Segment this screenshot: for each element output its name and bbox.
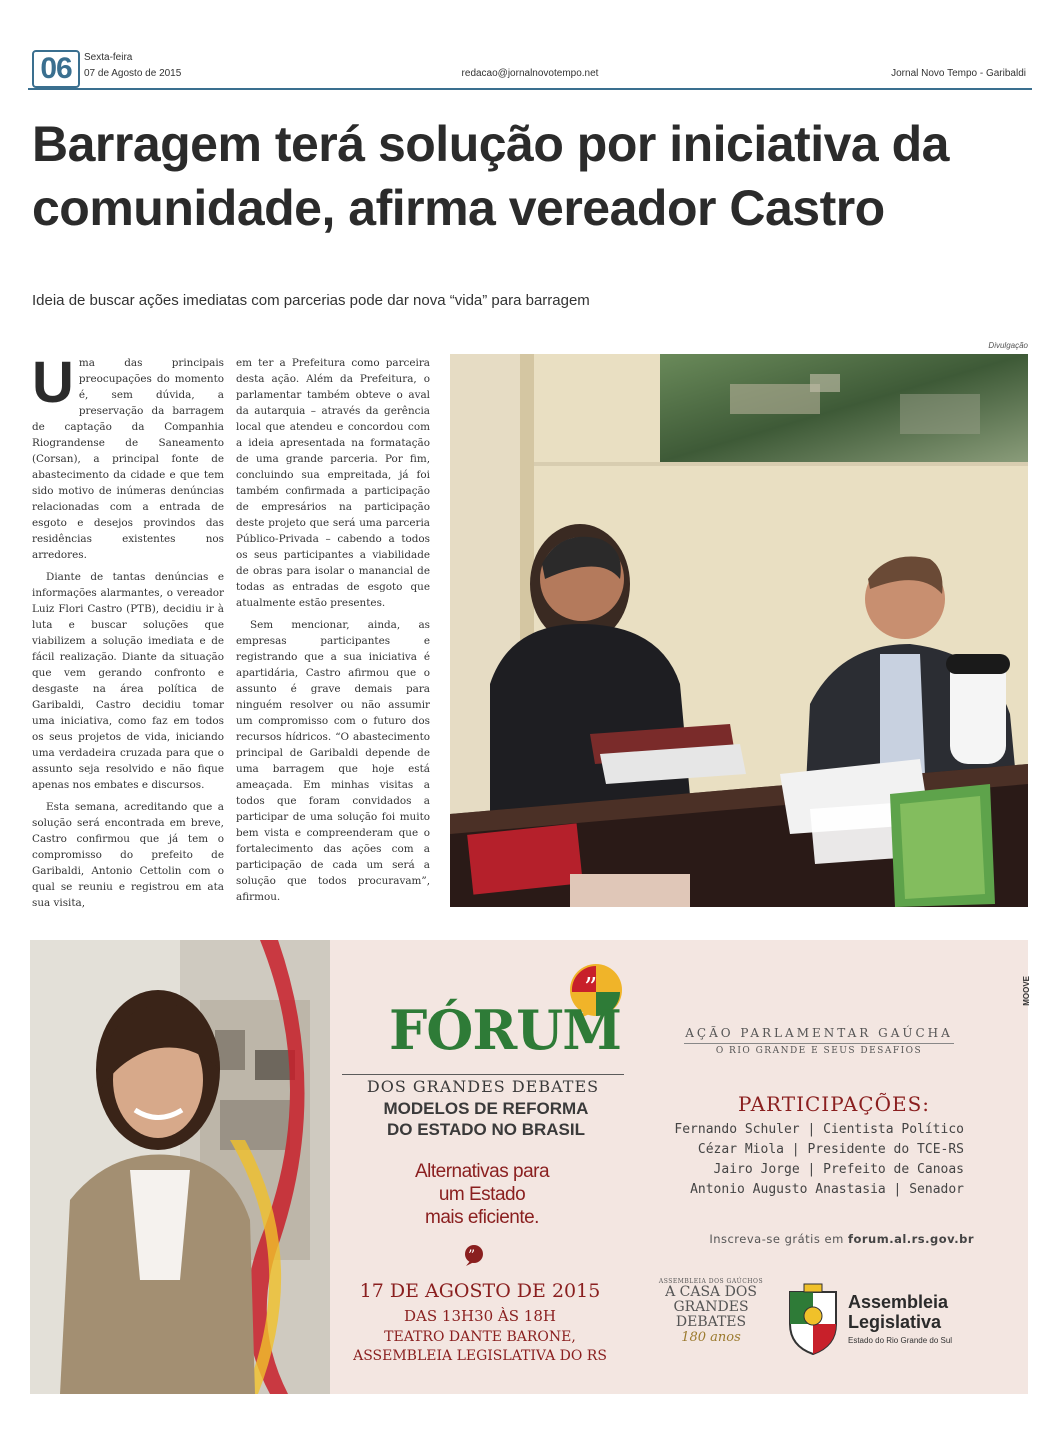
article-column-1 — [32, 350, 224, 917]
casa-logo-line: DEBATES — [675, 1314, 747, 1330]
acao-parlamentar-subtitle: O RIO GRANDE E SEUS DESAFIOS — [715, 1046, 923, 1056]
coat-of-arms-icon — [786, 1284, 840, 1356]
event-venue — [330, 1328, 630, 1366]
article-headline: Barragem terá solução por iniciativa da comunidade, afirma vereador Castro — [32, 116, 949, 236]
forum-tagline-line: mais eficiente. — [425, 1207, 539, 1228]
event-venue-line: TEATRO DANTE BARONE, — [384, 1329, 576, 1345]
article-subheadline: Ideia de buscar ações imediatas com parcerias pode dar nova “vida” para barragem — [32, 292, 590, 309]
participant-item: Fernando Schuler | Cientista Político — [674, 1122, 964, 1137]
participant-item: Jairo Jorge | Prefeito de Canoas — [713, 1162, 964, 1177]
al-logo-line: Legislativa — [848, 1312, 942, 1332]
article-paragraph: Esta semana, acreditando que a solução será encontrada em breve, Castro confirmou que já tem o compromisso do prefeito de Garibaldi, Antonio Cettolin com o qual se reuniu e registrou em ata sua visita, — [32, 801, 224, 909]
participants-list — [664, 1120, 964, 1200]
drop-cap: U — [32, 350, 74, 415]
svg-text:”: ” — [468, 1248, 476, 1264]
event-time: DAS 13H30 ÀS 18H — [404, 1307, 556, 1325]
inscription-line — [660, 1232, 974, 1246]
forum-theme-line: MODELOS DE REFORMA — [383, 1099, 589, 1118]
header-divider — [28, 88, 1032, 90]
article-paragraph: Uma das principais preocupações do momento é, sem dúvida, a preservação da barragem de captação da Companhia Riograndense de Saneamento (Corsan), a principal fonte de abastecimento da cidade e que tem sido motivo de inúmeras denúncias relacionadas com a entrada de esgoto e desejos provindos das residências existentes nos arredores. — [32, 350, 224, 561]
participant-item: Antonio Augusto Anastasia | Senador — [690, 1182, 964, 1197]
header-date: 07 de Agosto de 2015 — [84, 68, 182, 79]
acao-parlamentar-title: AÇÃO PARLAMENTAR GAÚCHA — [684, 1026, 954, 1044]
participations-title: PARTICIPAÇÕES: — [737, 1092, 931, 1116]
al-logo-line: Assembleia — [848, 1292, 949, 1312]
casa-dos-grandes-debates-logo — [656, 1278, 766, 1345]
event-date: 17 DE AGOSTO DE 2015 — [359, 1280, 601, 1302]
forum-advertisement[interactable] — [30, 940, 1031, 1394]
casa-logo-small: ASSEMBLEIA DOS GAÚCHOS — [658, 1278, 764, 1285]
page-number: 06 — [32, 50, 80, 88]
photo-credit: Divulgação — [988, 341, 1028, 350]
portrait-illustration — [30, 940, 330, 1394]
casa-logo-anos: 180 anos — [681, 1330, 741, 1345]
casa-logo-line: GRANDES — [673, 1299, 749, 1315]
article-photo — [450, 354, 1028, 907]
header-newspaper: Jornal Novo Tempo - Garibaldi — [891, 68, 1026, 79]
casa-logo-line: A CASA DOS — [665, 1284, 757, 1300]
forum-theme-line: DO ESTADO NO BRASIL — [386, 1120, 586, 1139]
forum-tagline — [372, 1160, 592, 1229]
inscription-prefix: Inscreva-se grátis em — [709, 1232, 844, 1246]
ad-portrait-photo — [30, 940, 330, 1394]
forum-subtitle: DOS GRANDES DEBATES — [342, 1074, 624, 1096]
assembleia-legislativa-logo — [848, 1292, 948, 1332]
article-column-2 — [236, 355, 430, 911]
inscription-link[interactable]: forum.al.rs.gov.br — [847, 1232, 974, 1246]
forum-theme — [350, 1098, 622, 1140]
forum-tagline-line: um Estado — [438, 1184, 526, 1205]
article-paragraph: em ter a Prefeitura como parceira desta ação. Além da Prefeitura, o parlamentar também obteve o aval da autarquia – através da gerência local que atendeu e concordou com a ideia apresentada na formatação de uma grande parceria. Por fim, concluindo sua empreitada, já foi também confirmada a participação de empresários na participação deste projeto que será uma parceria Público-Privada – cabendo a todos os seus participantes a viabilidade de obras para isolar o manancial de todas as entradas de esgoto que atualmente estão presentes. — [236, 357, 430, 609]
meeting-photo-illustration — [450, 354, 1028, 907]
header-weekday: Sexta-feira — [84, 52, 133, 63]
forum-title: FÓRUM — [388, 998, 622, 1062]
svg-text:”: ” — [584, 973, 598, 1003]
forum-tagline-line: Alternativas para — [414, 1161, 550, 1182]
article-paragraph: Diante de tantas denúncias e informações alarmantes, o vereador Luiz Flori Castro (PTB), decidiu ir à luta e buscar soluções que viabilizem a solução imediata e de fácil realização. Diante da situação que vem gerando confronto e desgaste na área política de Garibaldi, Castro decidiu tomar uma iniciativa, como faz em todos os seus projetos de vida, iniciando uma verdadeira cruzada para que o assunto seja resolvido e não fique apenas nos embates e discursos. — [32, 571, 224, 791]
quote-icon — [462, 1244, 486, 1266]
article-paragraph: Sem mencionar, ainda, as empresas participantes e registrando que a sua iniciativa é apartidária, Castro afirmou que o assunto é grave demais para ninguém resolver ou não assumir um compromisso com o futuro dos recursos hídricos. “O abastecimento principal de Garibaldi depende de uma barragem que hoje está ameaçada. Em minhas visitas a todos que foram convidados a participar de uma solução foi muito bem vista e compreenderam que o fortalecimento das ações com a participação de cada um será a solução que todos procuravam”, afirmou. — [236, 619, 430, 903]
page-header — [28, 46, 1032, 88]
agency-credit: MOOVE — [1022, 976, 1031, 1006]
event-venue-line: ASSEMBLEIA LEGISLATIVA DO RS — [353, 1348, 607, 1364]
header-email[interactable]: redacao@jornalnovotempo.net — [461, 68, 599, 79]
al-logo-subtitle: Estado do Rio Grande do Sul — [848, 1336, 953, 1345]
participant-item: Cézar Miola | Presidente do TCE-RS — [697, 1142, 964, 1157]
